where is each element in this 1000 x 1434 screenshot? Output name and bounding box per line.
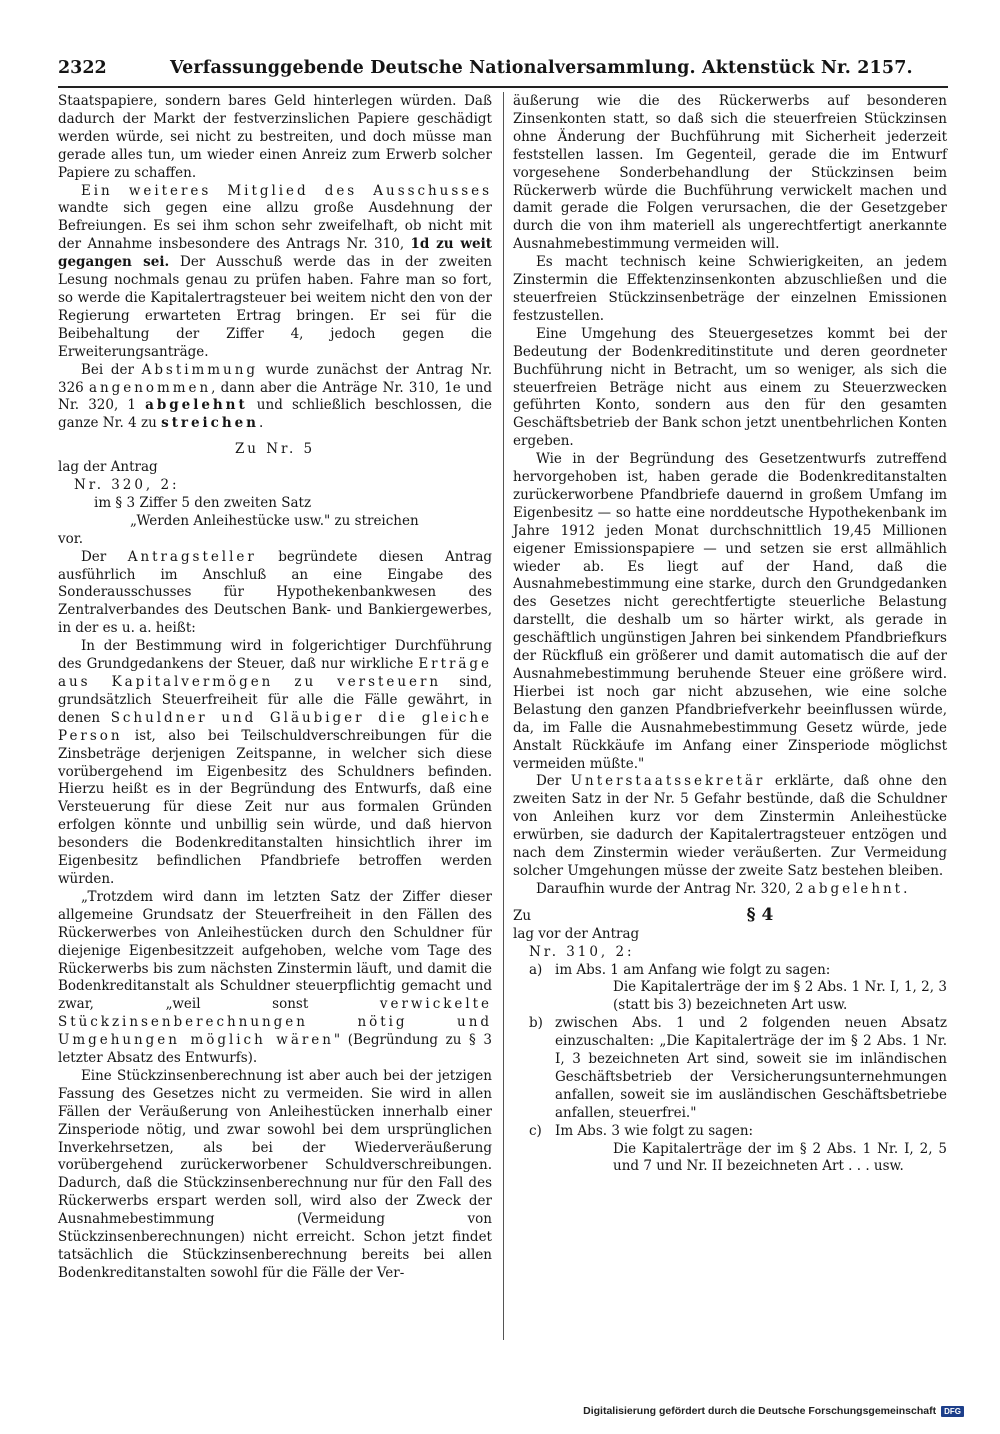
list-item (529, 1015, 947, 1122)
list-key: a) (529, 961, 543, 978)
emphasis: abgelehnt (145, 397, 248, 414)
section-number: § 4 (746, 904, 774, 925)
quoted-paragraph: In der Bestimmung wird in folgerichtiger Durchführung des Grundgedankens der Steuer, daß nur wirkliche Erträge aus Kapitalvermögen zu versteuern sind, grundsätzlich Steuerfreiheit für alle die Fälle gewährt, in denen Schuldner und Gläubiger die gleiche Person ist, also bei Teilschuldverschreibungen für die Zinsbeträge derjenigen Zeitspanne, in welcher sich diese vorübergehend im Eigenbesitz des Schuldners befinden. Hierzu heißt es in der Begründung des Entwurfs, daß eine Versteuerung für diese Zeit nur aus formalen Gründen erfolgen könnte und unbillig sein würde, und daß hiervon besonders die Bodenkreditanstalten hinsichtlich ihrer im Eigenbesitz befindlichen Pfandbriefe betroffen werden würden. (58, 638, 492, 887)
section-heading (513, 904, 947, 926)
page-number: 2322 (58, 58, 107, 78)
motion-quote: Die Kapitalerträge der im § 2 Abs. 1 Nr. I, 2, 5 und 7 und Nr. II bezeichneten Art . . . usw. (613, 1140, 947, 1175)
motion-text: im § 3 Ziffer 5 den zweiten Satz (94, 494, 312, 511)
quoted-paragraph: äußerung wie die des Rückerwerbs auf besonderen Zinsenkonten statt, so daß sich die steuerfreien Stückzinsen ohne Änderung der Buchführung mit Sicherheit jederzeit feststellen lassen. Im Gegenteil, gerade die im Entwurf vorgesehene Sonderbehandlung der Stückzinsen beim Rückerwerb würde die Buchführung verwickelt machen und damit gerade die Folgen verursachen, die der Gesetzgeber durch die von ihm materiell als ungerechtfertigt anerkannte Ausnahmebestimmung vermeiden will. (513, 93, 947, 253)
paragraph: Staatspapiere, sondern bares Geld hinterlegen würden. Daß dadurch der Markt der festverzinslichen Papiere geschädigt werden würde, sei nicht zu bestreiten, und doch müsse man gerade alles tun, um wieder einen Anreiz zum Erwerb solcher Papiere zu schaffen. (58, 93, 492, 181)
quoted-paragraph: Wie in der Begründung des Gesetzentwurfs zutreffend hervorgehoben ist, haben gerade die Bodenkreditanstalten zurückerworbene Pfandbriefe dauernd in großem Umfang im Eigenbesitz — so hatte eine norddeutsche Hypothekenbank im Jahre 1912 jeden Monat durchschnittlich 19,45 Millionen eigener Emissionspapiere — und setzen sie erst allmählich wieder ab. Es liegt auf der Hand, daß die Ausnahmebestimmung eine starke, durch den Grundgedanken des Gesetzes nicht gerechtfertigte steuerliche Belastung darstellt, die deshalb um so härter wirkt, als gerade in geschäftlich ungünstigen Jahren bei sinkendem Pfandbriefkurs der Rückfluß ein größerer und damit automatisch die auf der Ausnahmebestimmung beruhende Steuer eine größere wird. Hierbei ist noch gar nicht abzusehen, wie eine solche Belastung den ganzen Pfandbriefverkehr beeinflussen würde, da, im Falle die Ausnahmebestimmung Gesetz würde, jede Anstalt Rückkäufe im Anfang einer Zinsperiode möglichst vermeiden müßte." (513, 451, 947, 772)
paragraph: Bei der Abstimmung wurde zunächst der Antrag Nr. 326 angenommen, dann aber die Anträge Nr. 310, 1e und Nr. 320, 1 abgelehnt und schließlich beschlossen, die ganze Nr. 4 zu streichen. (58, 361, 493, 432)
motion-quote: Die Kapitalerträge der im § 2 Abs. 1 Nr. I, 1, 2, 3 (statt bis 3) bezeichneten Art usw. (613, 979, 947, 1014)
paragraph: Daraufhin wurde der Antrag Nr. 320, 2 abgelehnt. (535, 880, 908, 897)
emphasis: angenommen (88, 379, 212, 396)
emphasis: verwickelte Stückzinsenberechnungen nötig und Umgehungen möglich wären (58, 996, 492, 1049)
paragraph: Der Unterstaatssekretär erklärte, daß ohne den zweiten Satz in der Nr. 5 Gefahr bestünde, daß die Schuldner von Anleihen kurz vor dem Zinstermin Anleihestücke erwürben, sie dadurch der Kapitalertragsteuer entzögen und nach dem Zinstermin wieder veräußerten. Zur Vermeidung solcher Umgehungen müsse der zweite Satz bestehen bleiben. (513, 773, 947, 879)
emphasis: Unterstaatssekretär (570, 773, 766, 790)
right-column (513, 93, 947, 1176)
list-text: Im Abs. 3 wie folgt zu sagen: (555, 1122, 754, 1139)
bold-text: 1d zu weit gegangen sei. (58, 236, 492, 271)
left-column (58, 93, 492, 1283)
emphasis: Abstimmung (141, 361, 258, 378)
dfg-logo: DFG (941, 1406, 964, 1417)
list-text: im Abs. 1 am Anfang wie folgt zu sagen: (555, 961, 831, 978)
section-heading: Zu Nr. 5 (234, 441, 316, 458)
list-key: c) (529, 1122, 542, 1139)
digitization-footer (583, 1405, 964, 1417)
paragraph: Der Antragsteller begründete diesen Antrag ausführlich im Anschluß an eine Eingabe des Sonderausschusses für Hypothekenbankwesen des Zentralverbandes des Deutschen Bank- und Bankiergewerbes, in der es u. a. heißt: (58, 548, 493, 637)
motion-text: „Werden Anleihestücke usw." zu streichen (130, 512, 419, 529)
page-header (58, 58, 948, 84)
motion-number: Nr. 320, 2: (74, 477, 180, 494)
list-item (529, 962, 947, 980)
section-prefix: Zu (513, 907, 532, 924)
list-item (529, 1123, 947, 1141)
list-key: b) (529, 1015, 543, 1032)
emphasis: Ein weiteres Mitglied des Ausschusses (80, 182, 492, 199)
quoted-paragraph: Eine Stückzinsenberechnung ist aber auch bei der jetzigen Fassung des Gesetzes nicht zu vermeiden. Sie wird in allen Fällen der Veräußerung von Anleihestücken innerhalb einer Zinsperiode nötig, und zwar sowohl bei dem ursprünglichen Inverkehrsetzen, als bei der Wiederveräußerung vorübergehend zurückerworbener Schuldverschreibungen. Dadurch, daß die Stückzinsenberechnung nur für den Fall des Rückerwerbs erspart werden soll, wird also der Zweck der Ausnahmebestimmung (Vermeidung von Stückzinsenberechnungen) nicht erreicht. Schon jetzt findet tatsächlich die Stückzinsenberechnung bereits bei allen Bodenkreditanstalten sowohl für die Fälle der Ver- (58, 1067, 492, 1281)
header-rule (58, 86, 948, 88)
quoted-paragraph: „Trotzdem wird dann im letzten Satz der Ziffer dieser allgemeine Grundsatz der Steuerfreiheit in den Fällen des Rückerwerbes von Anleihestücken durch den Schuldner für diejenige Eigenbesitzzeit aufgehoben, welche vom Tage des Rückerwerbs bis zum nächsten Zinstermin läuft, und damit die Bodenkreditanstalt als Schuldner steuerpflichtig gemacht und zwar, „weil sonst verwickelte Stückzinsenberechnungen nötig und Umgehungen möglich wären" (Begründung zu § 3 letzter Absatz des Entwurfs). (58, 888, 492, 1067)
paragraph: Ein weiteres Mitglied des Ausschusses wandte sich gegen eine allzu große Ausdehnung der Befreiungen. Es sei ihm schon sehr zweifelhaft, ob nicht mit der Annahme insbesondere des Antrags Nr. 310, 1d zu weit gegangen sei. Der Ausschuß werde das in der zweiten Lesung nochmals genau zu prüfen haben. Fahre man so fort, so werde die Kapitalertragsteuer bei weitem nicht den von der Regierung erwarteten Ertrag bringen. Er sei für die Beibehaltung der Ziffer 4, jedoch gegen die Erweiterungsanträge. (58, 182, 492, 360)
emphasis: abgelehnt (807, 880, 904, 897)
paragraph: vor. (58, 530, 84, 547)
emphasis: Schuldner und Gläubiger die gleiche Person (58, 709, 492, 744)
column-divider (503, 92, 504, 1340)
paragraph: lag der Antrag (58, 459, 158, 476)
quoted-paragraph: Eine Umgehung des Steuergesetzes kommt bei der Bedeutung der Bodenkreditinstitute und deren geordneter Buchführung nicht in Betracht, um so weniger, als sich die steuerfreien Beträge nicht aus einem zu Steuerzwecken geführten Konto, sondern aus den für den gesamten Geschäftsbetrieb der Bank schon jetzt unentbehrlichen Konten ergeben. (513, 325, 947, 450)
motion-number: Nr. 310, 2: (529, 943, 635, 960)
emphasis: streichen (161, 415, 259, 432)
emphasis: Antragsteller (127, 548, 257, 565)
list-text: zwischen Abs. 1 und 2 folgenden neuen Absatz einzuschalten: „Die Kapitalerträge der im § 2 Abs. 1 Nr. I, 3 bezeichneten Art sind, soweit sie im inländischen Geschäftsbetrieb der Versicherungsunternehmungen anfallen, soweit sie im ausländischen Geschäftsbetriebe anfallen, steuerfrei." (555, 1015, 947, 1121)
running-title: Verfassunggebende Deutsche Nationalversammlung. Aktenstück Nr. 2157. (170, 58, 913, 78)
funding-credit: Digitalisierung gefördert durch die Deutsche Forschungsgemeinschaft (583, 1405, 937, 1417)
paragraph: lag vor der Antrag (513, 925, 640, 942)
quoted-paragraph: Es macht technisch keine Schwierigkeiten, an jedem Zinstermin die Effektenzinsenkonten abzuschließen und die steuerfreien Stückzinsenbeträge der einzelnen Emissionen festzustellen. (513, 254, 947, 324)
emphasis: Erträge aus Kapitalvermögen zu versteuern (58, 656, 492, 690)
